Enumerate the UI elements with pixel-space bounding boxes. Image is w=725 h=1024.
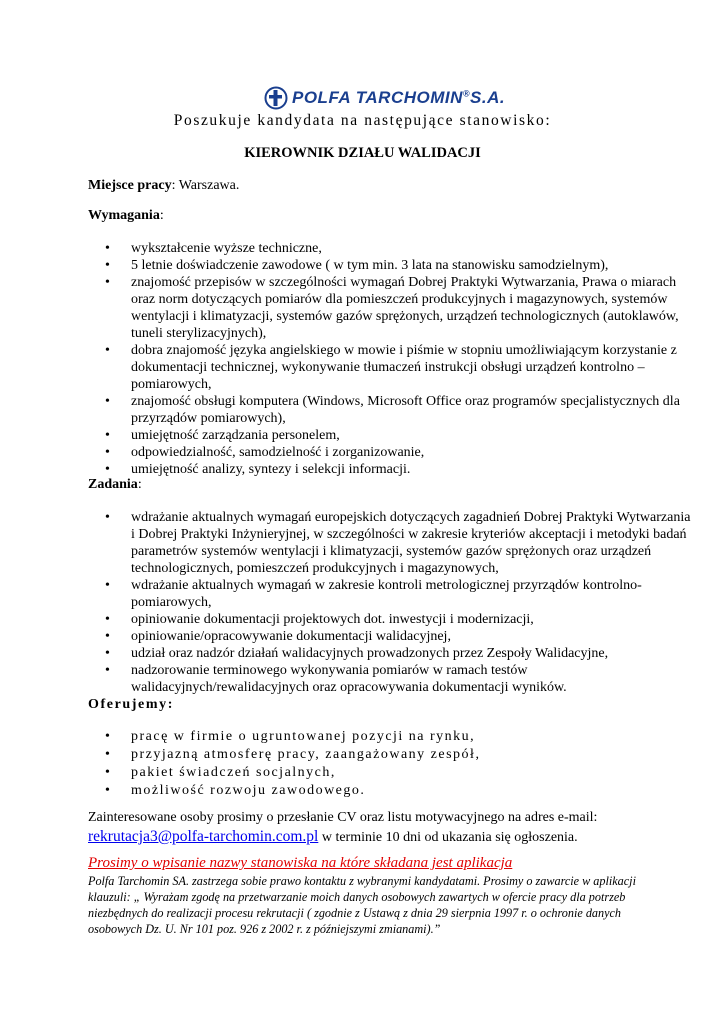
contact-intro: Zainteresowane osoby prosimy o przesłanie CV oraz listu motywacyjnego na adres e-mail: (88, 810, 598, 825)
tasks-list (88, 509, 691, 696)
list-item: • pakiet świadczeń socjalnych, (88, 764, 691, 782)
location-value: : Warszawa. (171, 178, 240, 193)
list-item: • umiejętność zarządzania personelem, (88, 427, 691, 444)
list-item: • 5 letnie doświadczenie zawodowe ( w tym min. 3 lata na stanowisku samodzielnym), (88, 257, 691, 274)
list-item: • przyjazną atmosferę pracy, zaangażowany zespół, (88, 746, 691, 764)
requirements-heading: Wymagania: (88, 208, 164, 223)
contact-deadline: w terminie 10 dni od ukazania się ogłoszenia. (318, 830, 578, 845)
list-item: • umiejętność analizy, syntezy i selekcji informacji. (88, 461, 691, 478)
list-item: • znajomość przepisów w szczególności wymagań Dobrej Praktyki Wytwarzania, Prawa o miarach oraz norm dotyczących pomiarów dla pomieszczeń produkcyjnych i magazynowych, systemów wentylacji i klimatyzacji, systemów gazów sprężonych, urządzeń technologicznych (autoklawów, tuneli sterylizacyjnych), (88, 274, 691, 342)
list-item: • pracę w firmie o ugruntowanej pozycji na rynku, (88, 728, 691, 746)
logo-wordmark: POLFA TARCHOMIN®S.A. (292, 88, 506, 107)
list-item: • wdrażanie aktualnych wymagań w zakresie kontroli metrologicznej przyrządów kontrolno-pomiarowych, (88, 577, 691, 611)
list-item: • wykształcenie wyższe techniczne, (88, 240, 691, 257)
list-item: • znajomość obsługi komputera (Windows, Microsoft Office oraz programów specjalistycznych dla przyrządów pomiarowych), (88, 393, 691, 427)
job-title: KIEROWNIK DZIAŁU WALIDACJI (244, 145, 481, 161)
tasks-heading: Zadania: (88, 477, 142, 492)
requirements-list (88, 240, 691, 478)
location-line (88, 178, 239, 194)
offer-heading: Oferujemy: (88, 697, 174, 712)
privacy-disclaimer: Polfa Tarchomin SA. zastrzega sobie prawo kontaktu z wybranymi kandydatami. Prosimy o zawarcie w aplikacji klauzuli: „ Wyrażam zgodę na przetwarzanie moich danych osobowych zawartych w ofercie pracy dla potrzeb niezbędnych do realizacji procesu rekrutacji ( zgodnie z Ustawą z dnia 29 sierpnia 1997 r. o ochronie danych osobowych Dz. U. Nr 101 poz. 926 z 2002 r. z późniejszymi zmianami).” (88, 874, 636, 936)
list-item: • opiniowanie/opracowywanie dokumentacji walidacyjnej, (88, 628, 691, 645)
list-item: • opiniowanie dokumentacji projektowych dot. inwestycji i modernizacji, (88, 611, 691, 628)
list-item: • wdrażanie aktualnych wymagań europejskich dotyczących zagadnień Dobrej Praktyki Wytwarzania i Dobrej Praktyki Inżynieryjnej, w szczególności w zakresie kryteriów akceptacji i metodyki badań parametrów systemów wentylacji i klimatyzacji, systemów gazów sprężonych oraz urządzeń technologicznych, pomieszczeń produkcyjnych i magazynowych, (88, 509, 691, 577)
polfa-cross-icon (264, 86, 288, 110)
application-note: Prosimy o wpisanie nazwy stanowiska na które składana jest aplikacja (88, 855, 513, 871)
list-item: • odpowiedzialność, samodzielność i zorganizowanie, (88, 444, 691, 461)
company-logo (264, 84, 505, 112)
location-label: Miejsce pracy (88, 178, 172, 193)
email-link[interactable]: rekrutacja3@polfa-tarchomin.com.pl (88, 828, 319, 845)
list-item: • możliwość rozwoju zawodowego. (88, 782, 691, 800)
page-subtitle: Poszukuje kandydata na następujące stanowisko: (173, 112, 552, 129)
list-item: • dobra znajomość języka angielskiego w mowie i piśmie w stopniu umożliwiającym korzystanie z dokumentacji technicznej, wykonywanie tłumaczeń instrukcji obsługi urządzeń kontrolno – pomiarowych, (88, 342, 691, 393)
contact-paragraph (88, 808, 648, 847)
offer-list (88, 728, 691, 800)
list-item: • udział oraz nadzór działań walidacyjnych prowadzonych przez Zespoły Walidacyjne, (88, 645, 691, 662)
list-item: • nadzorowanie terminowego wykonywania pomiarów w ramach testów walidacyjnych/rewalidacyjnych oraz opracowywania dokumentacji wyników. (88, 662, 691, 696)
